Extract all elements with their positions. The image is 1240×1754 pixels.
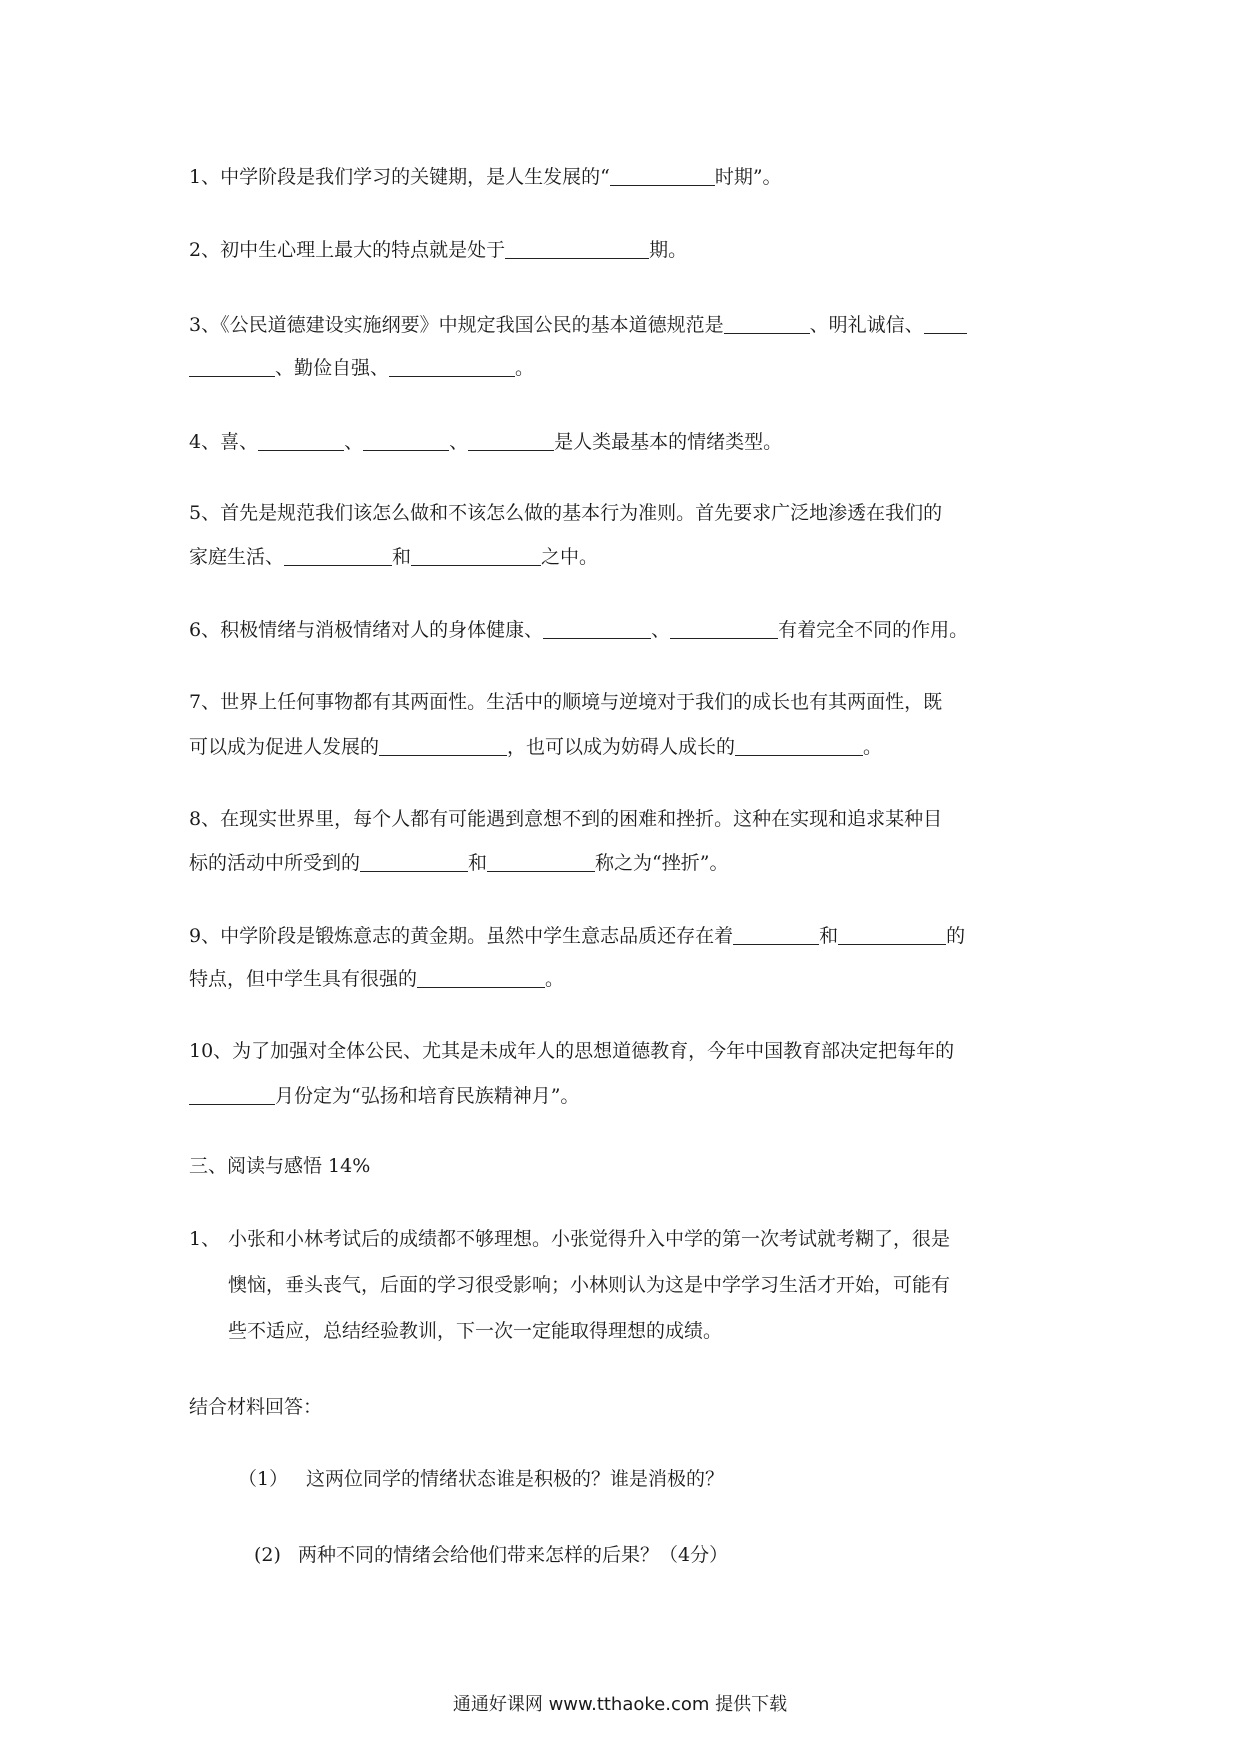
question-8-line-2 (189, 853, 728, 873)
answer-blank[interactable] (189, 358, 275, 377)
answer-blank[interactable] (733, 926, 819, 945)
reading-item-number: 1、 (189, 1228, 221, 1250)
question-1-text: 1、中学阶段是我们学习的关键期，是人生发展的“ (189, 166, 610, 188)
question-10-text: 10、为了加强对全体公民、尤其是未成年人的思想道德教育，今年中国教育部决定把每年的 (189, 1040, 955, 1062)
question-10-text-end: 月份定为“弘扬和培育民族精神月”。 (275, 1085, 580, 1107)
question-9-text-end: 的 (946, 925, 966, 947)
answer-blank[interactable] (487, 853, 595, 872)
sub-question-1-number: （1） (238, 1468, 289, 1490)
question-8-text: 8、在现实世界里，每个人都有可能遇到意想不到的困难和挫折。这种在实现和追求某种目 (189, 808, 943, 830)
answer-blank[interactable] (360, 853, 468, 872)
question-6-sep: 、 (651, 619, 671, 641)
answer-blank[interactable] (468, 432, 554, 451)
question-9-line-2 (189, 969, 564, 989)
question-3-text-mid2: 、勤俭自强、 (275, 357, 390, 379)
question-3-line-1 (189, 315, 967, 335)
question-2-text: 2、初中生心理上最大的特点就是处于 (189, 239, 506, 261)
answer-blank[interactable] (389, 358, 515, 377)
question-7-line-2 (189, 737, 882, 757)
question-6-text-end: 有着完全不同的作用。 (778, 619, 969, 641)
question-9-text-end2: 。 (545, 968, 565, 990)
answer-blank[interactable] (258, 432, 344, 451)
answer-blank[interactable] (189, 1086, 275, 1105)
question-4-sep: 、 (449, 431, 469, 453)
question-5-line-2 (189, 547, 598, 567)
answer-blank[interactable] (610, 167, 715, 186)
reading-passage-line-2: 懊恼，垂头丧气，后面的学习很受影响；小林则认为这是中学学习生活才开始，可能有 (228, 1274, 951, 1296)
question-9-sep: 和 (819, 925, 839, 947)
question-3-text-end: 。 (515, 357, 535, 379)
question-8-sep: 和 (468, 852, 488, 874)
question-10-line-1 (189, 1042, 954, 1061)
page-footer: 通通好课网 www.tthaoke.com 提供下载 (452, 1694, 788, 1715)
question-7-text-2: 可以成为促进人发展的 (189, 736, 380, 758)
question-3-line-2 (189, 358, 534, 378)
question-7-text-mid: ，也可以成为妨碍人成长的 (507, 736, 736, 758)
answer-prompt: 结合材料回答： (189, 1396, 323, 1418)
question-2 (189, 240, 687, 260)
question-4 (189, 432, 782, 452)
answer-blank[interactable] (838, 926, 946, 945)
question-1-text-end: 时期”。 (714, 166, 782, 188)
answer-blank[interactable] (724, 315, 810, 334)
question-9-line-1 (189, 926, 965, 946)
question-4-text-end: 是人类最基本的情绪类型。 (554, 431, 783, 453)
question-4-sep: 、 (344, 431, 364, 453)
question-6 (189, 620, 968, 640)
question-9-text: 9、中学阶段是锻炼意志的黄金期。虽然中学生意志品质还存在着 (189, 925, 734, 947)
question-5-sep: 和 (392, 546, 412, 568)
answer-blank[interactable] (379, 737, 507, 756)
answer-blank[interactable] (363, 432, 449, 451)
question-2-text-end: 期。 (649, 239, 688, 261)
question-3-text-mid: 、明礼诚信、 (809, 314, 924, 336)
question-5-text-end: 之中。 (541, 546, 599, 568)
sub-question-2-number: (2) (254, 1544, 281, 1566)
question-10-line-2 (189, 1086, 579, 1106)
question-8-line-1 (189, 810, 942, 829)
question-6-text: 6、积极情绪与消极情绪对人的身体健康、 (189, 619, 544, 641)
sub-question-2: 两种不同的情绪会给他们带来怎样的后果？（4分） (298, 1544, 729, 1566)
question-5-line-1 (189, 504, 942, 523)
question-3-text: 3、《公民道德建设实施纲要》中规定我国公民的基本道德规范是 (189, 314, 724, 336)
answer-blank[interactable] (735, 737, 863, 756)
answer-blank[interactable] (284, 547, 392, 566)
question-5-text: 5、首先是规范我们该怎么做和不该怎么做的基本行为准则。首先要求广泛地渗透在我们的 (189, 502, 943, 524)
question-8-text-2: 标的活动中所受到的 (189, 852, 361, 874)
section-3-heading: 三、阅读与感悟 14% (189, 1155, 371, 1177)
question-5-text-2: 家庭生活、 (189, 546, 285, 568)
answer-blank[interactable] (543, 620, 651, 639)
question-4-text: 4、喜、 (189, 431, 259, 453)
reading-passage-line-3: 些不适应，总结经验教训，下一次一定能取得理想的成绩。 (228, 1320, 723, 1342)
question-7-text: 7、世界上任何事物都有其两面性。生活中的顺境与逆境对于我们的成长也有其两面性，既 (189, 691, 943, 713)
answer-blank[interactable] (505, 240, 649, 259)
reading-passage-line-1: 小张和小林考试后的成绩都不够理想。小张觉得升入中学的第一次考试就考糊了，很是 (228, 1228, 951, 1250)
question-9-text-2: 特点，但中学生具有很强的 (189, 968, 418, 990)
sub-question-1: 这两位同学的情绪状态谁是积极的？谁是消极的？ (306, 1468, 725, 1490)
question-7-text-end: 。 (863, 736, 883, 758)
question-8-text-end: 称之为“挫折”。 (595, 852, 729, 874)
question-1 (189, 167, 782, 187)
question-7-line-1 (189, 693, 942, 712)
answer-blank[interactable] (670, 620, 778, 639)
answer-blank[interactable] (417, 969, 545, 988)
answer-blank[interactable] (411, 547, 541, 566)
answer-blank[interactable] (924, 315, 967, 334)
